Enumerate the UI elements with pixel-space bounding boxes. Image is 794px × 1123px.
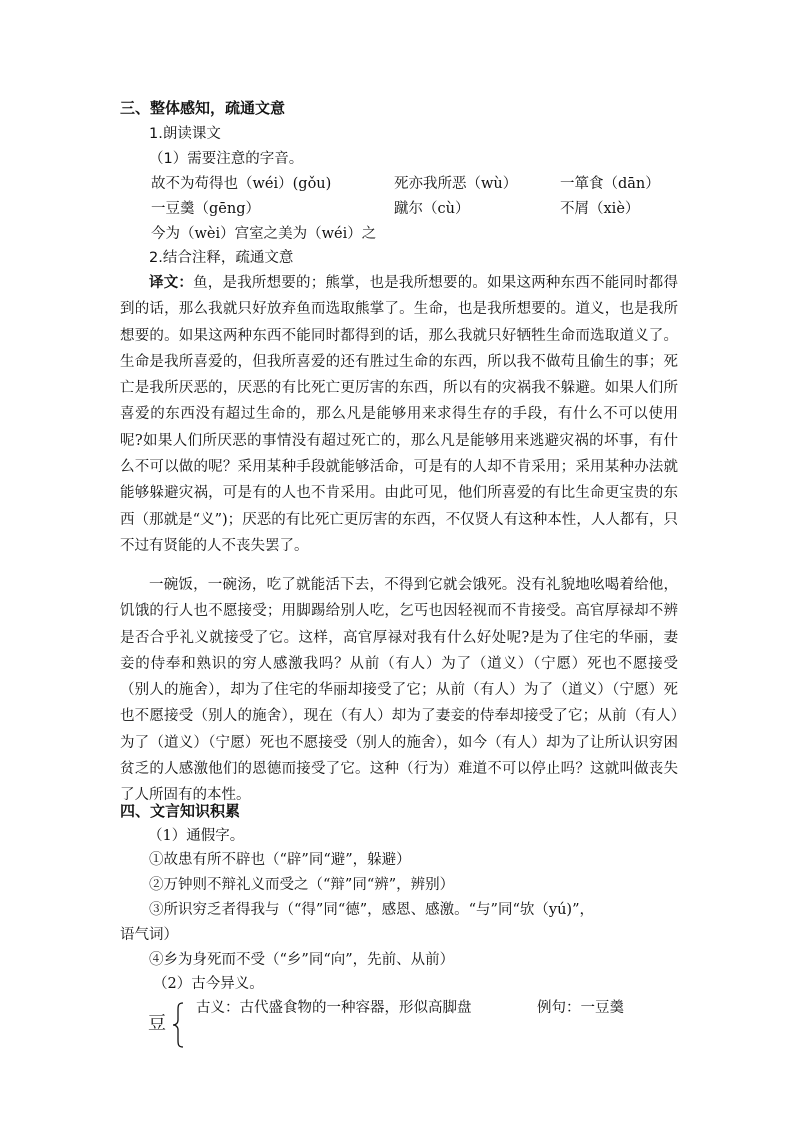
pron-item: 故不为苟得也（wéi）(gǒu)	[151, 176, 332, 192]
pron-item: 今为（wèi）宫室之美为（wéi）之	[151, 226, 377, 242]
tongjia-item: ③所识穷乏者得我与（“得”同“德”，感恩、感激。“与”同“欤（yú)”，	[149, 902, 594, 918]
curly-brace-icon	[172, 1002, 184, 1048]
dou-character: 豆	[148, 1013, 166, 1034]
translation-paragraph-1	[120, 270, 678, 559]
tongjia-item-cont: 语气词）	[120, 927, 178, 943]
translation-label: 译文：	[149, 274, 194, 291]
step1-heading: 1.朗读课文	[149, 126, 221, 142]
section4-heading: 四、文言知识积累	[120, 802, 241, 820]
tongjia-item: ①故患有所不辟也（“辟”同“避”，躲避）	[149, 852, 411, 868]
pron-item: 不屑（xiè）	[560, 201, 640, 217]
step2-heading: 2.结合注释，疏通文意	[149, 250, 294, 266]
tongjia-item: ②万钟则不辩礼义而受之（“辩”同“辨”，辨别）	[149, 877, 455, 893]
pron-item: 一箪食（dān）	[560, 176, 660, 192]
translation-text-1: 鱼，是我所想要的；熊掌，也是我所想要的。如果这两种东西不能同时都得到的话，那么我就只好放弃鱼而选取熊掌了。生命，也是我所想要的。道义，也是我所想要的。如果这两种东西不能同时都得到的话，那么我就只好牺牲生命而选取道义了。生命是我所喜爱的，但我所喜爱的还有胜过生命的东西，所以我不做苟且偷生的事；死亡是我所厌恶的，厌恶的有比死亡更厉害的东西，所以有的灾祸我不躲避。如果人们所喜爱的东西没有超过生命的，那么凡是能够用来求得生存的手段，有什么不可以使用呢?如果人们所厌恶的事情没有超过死亡的，那么凡是能够用来逃避灾祸的坏事，有什么不可以做的呢？采用某种手段就能够活命，可是有的人却不肯采用；采用某种办法就能够躲避灾祸，可是有的人也不肯采用。由此可见，他们所喜爱的有比生命更宝贵的东西（那就是“义”)；厌恶的有比死亡更厉害的东西，不仅贤人有这种本性，人人都有，只不过有贤能的人不丧失罢了。	[120, 275, 679, 554]
pron-item: 一豆羹（gēng）	[151, 201, 260, 217]
translation-text-2: 一碗饭，一碗汤，吃了就能活下去，不得到它就会饿死。没有礼貌地吆喝着给他，饥饿的行人也不愿接受；用脚踢给别人吃，乞丐也因轻视而不肯接受。高官厚禄却不辨是否合乎礼义就接受了它。这样，高官厚禄对我有什么好处呢?是为了住宅的华丽，妻妾的侍奉和熟识的穷人感激我吗？从前（有人）为了（道义）（宁愿）死也不愿接受（别人的施舍），却为了住宅的华丽却接受了它；从前（有人）为了（道义）（宁愿）死也不愿接受（别人的施舍），现在（有人）却为了妻妾的侍奉却接受了它；从前（有人）为了（道义）（宁愿）死也不愿接受（别人的施舍），如今（有人）却为了让所认识穷困贫乏的人感激他们的恩德而接受了它。这种（行为）难道不可以停止吗？这就叫做丧失了人所固有的本性。	[120, 577, 678, 804]
tongjia-item: ④乡为身死而不受（“乡”同“向”，先前、从前）	[149, 952, 455, 968]
example-sentence: 例句：一豆羹	[537, 1000, 624, 1016]
translation-paragraph-2	[120, 572, 678, 809]
pron-item: 死亦我所恶（wù）	[394, 176, 518, 192]
gu-yi-definition: 古义：古代盛食物的一种容器，形似高脚盘	[196, 1000, 472, 1016]
section3-heading: 三、整体感知，疏通文意	[120, 99, 286, 117]
pron-item: 蹴尔（cù）	[394, 201, 470, 217]
gujin-heading: （2）古今异义。	[153, 976, 264, 992]
tongjia-heading: （1）通假字。	[148, 828, 245, 844]
sub1-heading: （1）需要注意的字音。	[149, 151, 304, 167]
